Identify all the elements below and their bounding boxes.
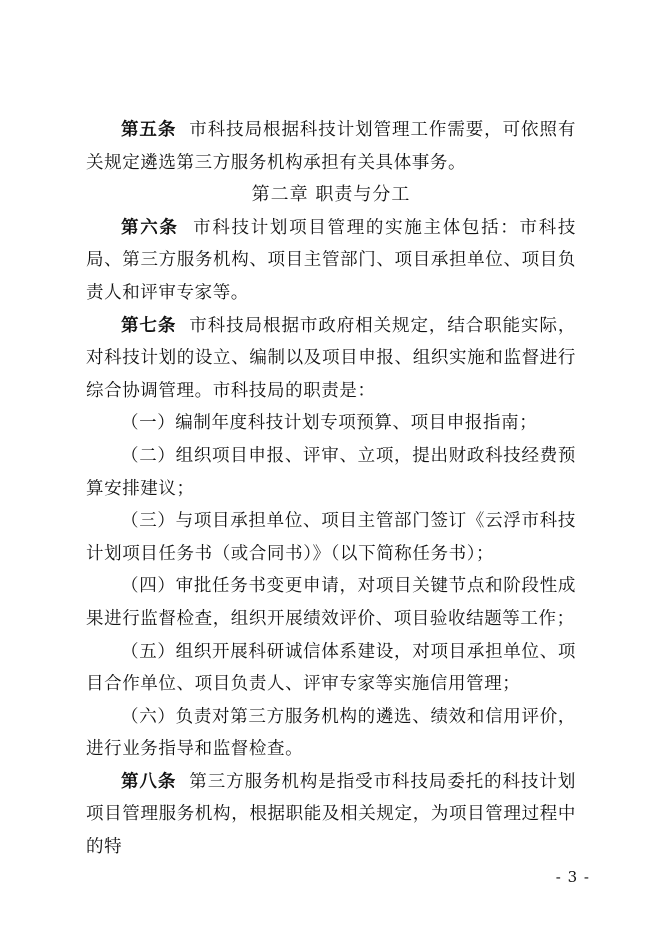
duty-item-6: （六）负责对第三方服务机构的遴选、绩效和信用评价，进行业务指导和监督检查。 [86,706,576,760]
article-5-label: 第五条 [121,120,177,140]
article-6-text: 市科技计划项目管理的实施主体包括：市科技局、第三方服务机构、项目主管部门、项目承担单位、项目负责人和评审专家等。 [86,217,577,303]
article-8-text: 第三方服务机构是指受市科技局委托的科技计划项目管理服务机构，根据职能及相关规定，为项目管理过程中的特 [86,771,576,858]
duty-item-5: （五）组织开展科研诚信体系建设，对项目承担单位、项目合作单位、项目负责人、评审专家等实施信用管理； [86,641,576,695]
article-5-text: 市科技局根据科技计划管理工作需要，可依照有关规定遴选第三方服务机构承担有关具体事务。 [86,120,576,173]
article-7-label: 第七条 [121,315,177,336]
duty-item-3: （三）与项目承担单位、项目主管部门签订《云浮市科技计划项目任务书（或合同书）》（以下简称任务书）； [86,511,576,564]
article-6-paragraph [86,212,576,310]
article-5-paragraph [86,114,576,179]
article-8-paragraph [86,766,576,864]
duty-item-4: （四）审批任务书变更申请，对项目关键节点和阶段性成果进行监督检查，组织开展绩效评价、项目验收结题等工作； [86,576,576,629]
duty-item-2: （二）组织项目申报、评审、立项，提出财政科技经费预算安排建议； [86,445,576,499]
document-body [86,114,576,864]
article-7-text: 市科技局根据市政府相关规定，结合职能实际，对科技计划的设立、编制以及项目申报、组织实施和监督进行综合协调管理。市科技局的职责是： [86,315,576,401]
article-6-label: 第六条 [121,217,179,238]
duty-item-1: （一）编制年度科技计划专项预算、项目申报指南； [121,413,538,434]
article-7-paragraph [86,310,576,408]
page-number: - 3 - [555,868,590,886]
article-8-label: 第八条 [121,771,177,792]
chapter-2-heading: 第二章 职责与分工 [251,184,411,206]
